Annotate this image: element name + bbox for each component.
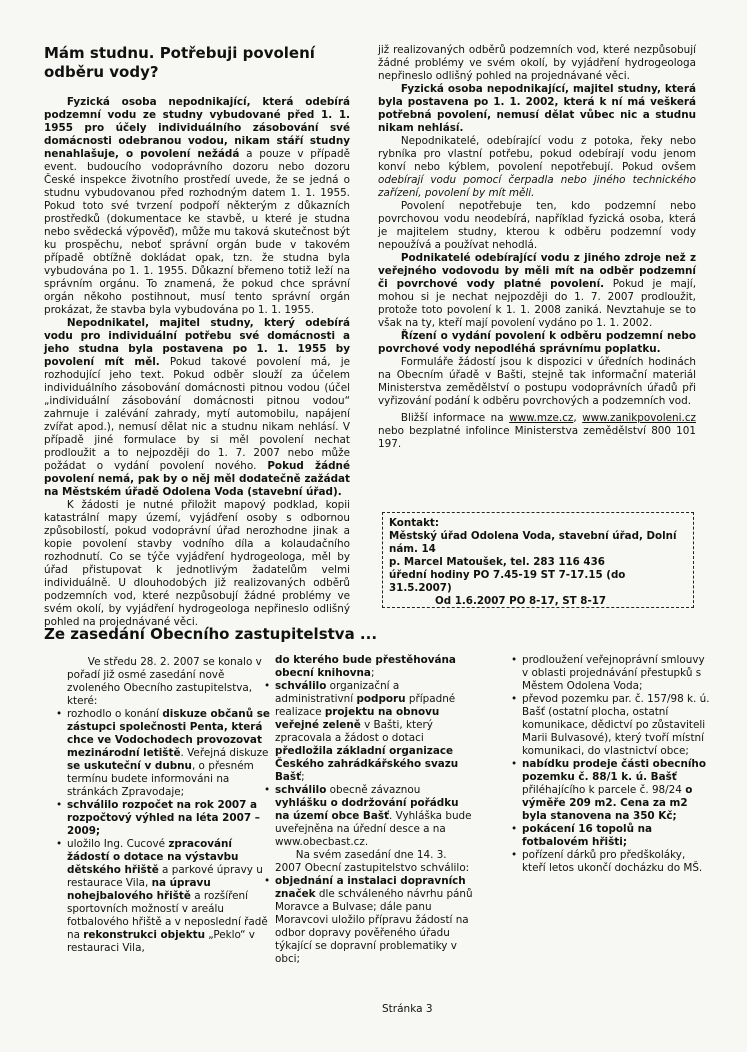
text: nebo bezplatné infolince Ministerstva zemědělství 800 101 197.: [378, 425, 696, 450]
contact-address: Městský úřad Odolena Voda, stavební úřad, Dolní nám. 14: [389, 530, 677, 555]
paragraph: [378, 200, 696, 252]
paragraph: [378, 83, 696, 135]
council-column-1: [55, 656, 270, 955]
text: K žádosti je nutné přiložit mapový podklad, kopii katastrální mapy území, vyjádření osoby s odbornou způsobilostí, pokud vodoprávní úřad nerozhodne jinak a kopie povolení stavby vodního díla a kolaudačního rozhodnutí. Co se týče vyjádření hydrogeologa, měl by úřad přistupovat k jednotlivým žadatelům velmi individuálně. U dlouhodobých již realizovaných odběrů podzemních vod, které nezpůsobují žádné problémy ve svém okolí, by vyjádření hydrogeologa nepřineslo odlišný pohled na projednávané věci.: [44, 499, 350, 628]
list-item: • uložilo Ing. Cucové zpracování žádostí o dotace na výstavbu dětského hřiště a parkové úpravy u restaurace Vila, na úpravu nohejbalového hřiště a rozšíření sportovních možností v areálu fotbalového hřiště a v neposlední řadě na rekonstrukci objektu „Peklo“ v restauraci Vila,: [55, 838, 270, 955]
list-item: • schválilo organizační a administrativní podporu případné realizace projektu na obnovu veřejné zeleně v Bašti, který zpracovala a žádost o dotaci předložila základní organizace Českého zahrádkářského svazu Bašť;: [263, 680, 475, 784]
text: Bližší informace na: [400, 412, 510, 424]
list-item: • schválilo rozpočet na rok 2007 a rozpočtový výhled na léta 2007 – 2009;: [55, 799, 270, 838]
link-mze[interactable]: www.mze.cz: [509, 412, 574, 424]
paragraph: [378, 252, 696, 330]
text: Formuláře žádostí jsou k dispozici v úředních hodinách na Obecním úřadě v Bašti, stejně tak informační materiál Ministerstva zemědělství o postupu vodoprávních úřadů při vyřizování podání k odběru povrchových a podzemních vod.: [378, 356, 696, 407]
page-number: Stránka 3: [382, 1003, 433, 1015]
list-item: • prodloužení veřejnoprávní smlouvy v oblasti projednávání přestupků s Městem Odolena Voda;: [510, 654, 710, 693]
bold-text: Řízení o vydání povolení k odběru podzemní nebo povrchové vody nepodléhá správnímu poplatku.: [378, 330, 696, 355]
paragraph: [378, 135, 696, 200]
link-zanikpovoleni[interactable]: www.zanikpovoleni.cz: [582, 412, 696, 424]
article-title-well-permit: Mám studnu. Potřebuji povolení odběru vody?: [44, 44, 315, 81]
list-item: • převod pozemku par. č. 157/98 k. ú. Bašť (ostatní plocha, ostatní komunikace, dědictví po zůstaviteli Marii Bulvasové), který tvoří místní komunikaci, do vlastnictví obce;: [510, 693, 710, 758]
text: ,: [573, 412, 583, 424]
contact-label: Kontakt:: [389, 517, 439, 529]
paragraph: [44, 317, 350, 499]
article-column-1: [44, 96, 350, 628]
resolution-list-2: [263, 875, 475, 966]
council-column-3: [510, 654, 710, 875]
text: Pokud takové povolení má, je rozhodující jeho text. Pokud odběr slouží za účelem individuálního zásobování domácnosti pitnou vodou (účel „individuální zásobování domácnosti pitnou vodou“ zahrnuje i zalévání zahrady, mytí automobilu, napájení zvířat apod.), nemusí dělat nic a studnu nikam nehlásí. V případě jiné formulace by si měl povolení nechat prodloužit a to nejpozději do 1. 7. 2007 nebo může požádat o vydání povolení nového.: [44, 356, 350, 472]
contact-box: [382, 512, 694, 608]
list-item: • rozhodlo o konání diskuze občanů se zástupci společnosti Penta, která chce ve Vodochodech provozovat mezinárodní letiště. Veřejná diskuze se uskuteční v dubnu, o přesném termínu budete informováni na stránkách Zpravodaje;: [55, 708, 270, 799]
list-item: • nabídku prodeje části obecního pozemku č. 88/1 k. ú. Bašť přiléhajícího k parcele č. 98/24 o výměře 209 m2. Cena za m2 byla stanovena na 350 Kč;: [510, 758, 710, 823]
text: Povolení nepotřebuje ten, kdo podzemní nebo povrchovou vodu neodebírá, například fyzická osoba, která je majitelem studny, kterou k odběru podzemní vody nepoužívá a používat nehodlá.: [378, 200, 696, 251]
contact-person: p. Marcel Matoušek, tel. 283 116 436: [389, 556, 605, 568]
paragraph: [378, 330, 696, 356]
paragraph: [44, 96, 350, 317]
article-title-council: Ze zasedání Obecního zastupitelstva ...: [44, 625, 378, 643]
contact-hours-new: Od 1.6.2007 PO 8-17, ST 8-17: [435, 595, 607, 607]
italic-text: odebírají vodu pomocí čerpadla nebo jiného technického zařízení, povolení by mít měli.: [378, 174, 696, 199]
resolution-list: [263, 680, 475, 849]
paragraph: již realizovaných odběrů podzemních vod, které nezpůsobují žádné problémy ve svém okolí, by vyjádření hydrogeologa nepřineslo odlišný pohled na projednávané věci.: [378, 44, 696, 82]
list-item: • objednání a instalaci dopravních značek dle schváleného návrhu pánů Moravce a Bulvase; dále panu Moravcovi uložilo přípravu žádostí na odbor dopravy pověřeného úřadu týkající se dopravní problematiky v obci;: [263, 875, 475, 966]
list-item: • pokácení 16 topolů na fotbalovém hřišti;: [510, 823, 710, 849]
bold-text: Fyzická osoba nepodnikající, majitel studny, která byla postavena po 1. 1. 2002, která k ní má veškerá potřebná povolení, nemusí dělat vůbec nic a studnu nikam nehlásí.: [378, 83, 696, 134]
text: Pokud je mají, mohou si je nechat nejpozději do 1. 7. 2007 prodloužit, protože toto povolení k 1. 1. 2008 zaniká. Nevztahuje se to však na ty, kteří mají povolení vydáno po 1. 1. 2002.: [378, 278, 696, 329]
paragraph: [378, 356, 696, 408]
resolution-list: [55, 708, 270, 955]
text: a pouze v případě event. budoucího vodoprávního dozoru nebo dozoru České inspekce životního prostředí uvede, že se jedná o studnu vybudovanou před rozhodným datem 1. 1. 1955. Pokud toto své tvrzení podpoří některým z důkazních prostředků (dokumentace ke stavbě, u které je studna nebo svědecká výpověď), může mu taková skutečnost být ku prospěchu, neboť správní orgán bude v takovém případě obtížně dokládat opak, tzn. že studna byla vybudována po 1. 1. 1955. Důkazní břemeno totiž leží na správním orgánu. To znamená, že pokud chce správní orgán někoho postihnout, musí tento správní orgán prokázat, že stavba byla vybudována po 1. 1. 1955.: [44, 148, 350, 316]
article-column-2: [378, 44, 696, 451]
intro-text-2: Na svém zasedání dne 14. 3. 2007 Obecní zastupitelstvo schválilo:: [275, 849, 470, 874]
text: Nepodnikatelé, odebírající vodu z potoka, řeky nebo rybníka pro vlastní potřebu, pokud odebírají vodu jenom konví nebo kýblem, povolení nepotřebují. Pokud ovšem: [378, 135, 696, 173]
bold-text: Fyzická osoba nepodnikající, která odebírá podzemní vodu ze studny vybudované před 1. 1. 1955 pro účely individuálního zásobování své domácnosti odebranou vodou, nikam stáří studny nenahlašuje, o povolení nežádá: [44, 96, 350, 160]
paragraph: [378, 412, 696, 451]
bold-text: Pokud žádné povolení nemá, pak by o něj měl dodatečně zažádat na Městském úřadě Odolena Voda (stavební úřad).: [44, 460, 350, 498]
bold-text: Nepodnikatel, majitel studny, který odebírá vodu pro individuální potřebu své domácnosti a jeho studna byla postavena po 1. 1. 1955 by povolení mít měl.: [44, 317, 350, 368]
paragraph: [44, 499, 350, 628]
council-column-2: [263, 654, 475, 966]
contact-hours: úřední hodiny PO 7.45-19 ST 7-17.15 (do 31.5.2007): [389, 569, 626, 594]
list-continuation: do kterého bude přestěhována obecní knihovna;: [275, 654, 456, 679]
list-item: • pořízení dárků pro předškoláky, kteří letos ukončí docházku do MŠ.: [510, 849, 710, 875]
intro-text: Ve středu 28. 2. 2007 se konalo v pořadí již osmé zasedání nově zvoleného Obecního zastupitelstva, které:: [67, 656, 262, 707]
bold-text: Podnikatelé odebírající vodu z jiného zdroje než z veřejného vodovodu by měli mít na odběr podzemní či povrchové vody platné povolení.: [378, 252, 696, 290]
list-item: • schválilo obecně závaznou vyhlášku o dodržování pořádku na území obce Bašť. Vyhláška bude uveřejněna na úřední desce a na www.obecbast.cz.: [263, 784, 475, 849]
resolution-list-3: [510, 654, 710, 875]
